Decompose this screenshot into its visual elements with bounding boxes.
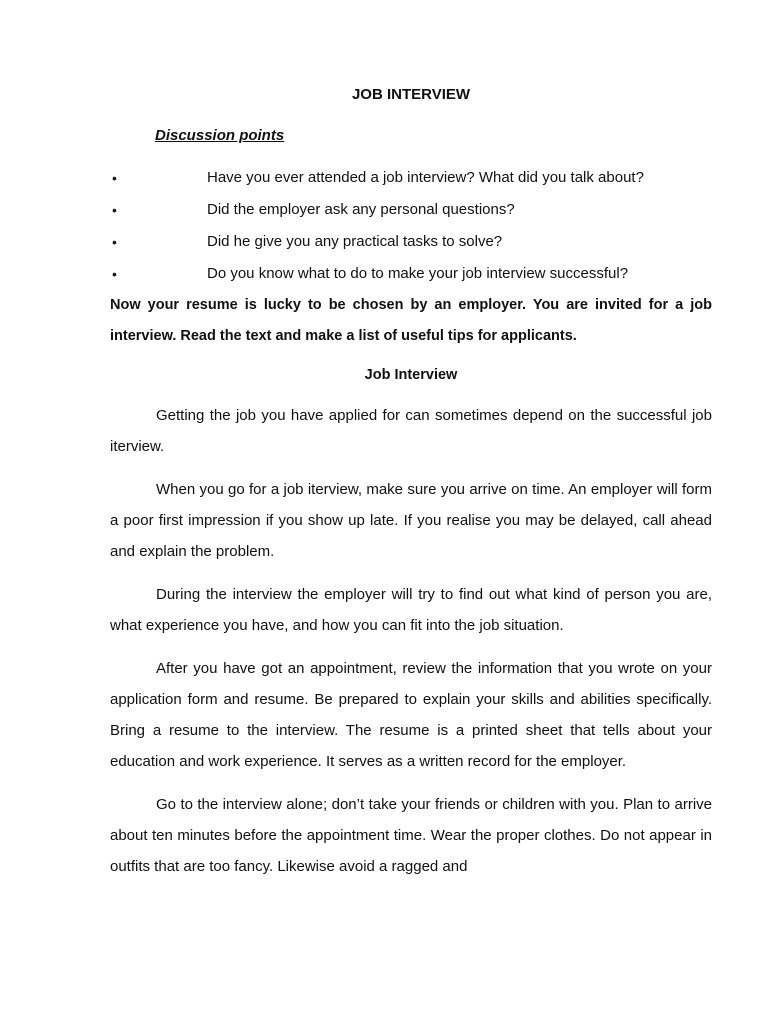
- list-item-text: Do you know what to do to make your job interview successful?: [207, 265, 629, 282]
- body-paragraph: After you have got an appointment, review the information that you wrote on your application form and resume. Be prepared to explain your skills and abilities specifically. Bring a resume to the interview. The resume is a printed sheet that tells about your education and work experience. It serves as a written record for the employer.: [110, 660, 712, 770]
- body-paragraph: During the interview the employer will try to find out what kind of person you are, what experience you have, and how you can fit into the job situation.: [110, 586, 712, 634]
- body-paragraph: When you go for a job iterview, make sure you arrive on time. An employer will form a poor first impression if you show up late. If you realise you may be delayed, call ahead and explain the problem.: [110, 481, 712, 560]
- list-item-text: Did he give you any practical tasks to solve?: [207, 233, 503, 250]
- task-instruction: Now your resume is lucky to be chosen by an employer. You are invited for a job interview. Read the text and make a list of useful tips for applicants.: [110, 297, 712, 344]
- discussion-list: [110, 162, 712, 290]
- bullet-icon: •: [112, 266, 117, 282]
- bullet-icon: •: [112, 202, 117, 218]
- list-item: [110, 258, 712, 290]
- list-item-text: Have you ever attended a job interview? What did you talk about?: [207, 169, 644, 186]
- list-item: [110, 226, 712, 258]
- body-paragraph: Getting the job you have applied for can sometimes depend on the successful job iterview.: [110, 407, 712, 455]
- list-item: [110, 194, 712, 226]
- document-content: [110, 84, 712, 882]
- bullet-icon: •: [112, 234, 117, 250]
- discussion-heading: Discussion points: [155, 127, 285, 144]
- document-title: JOB INTERVIEW: [351, 86, 471, 103]
- bullet-icon: •: [112, 170, 117, 186]
- body-paragraph: Go to the interview alone; don’t take your friends or children with you. Plan to arrive about ten minutes before the appointment time. Wear the proper clothes. Do not appear in outfits that are too fancy. Likewise avoid a ragged and: [110, 796, 712, 875]
- text-title: Job Interview: [364, 367, 458, 383]
- list-item: [110, 162, 712, 194]
- list-item-text: Did the employer ask any personal questions?: [207, 201, 515, 218]
